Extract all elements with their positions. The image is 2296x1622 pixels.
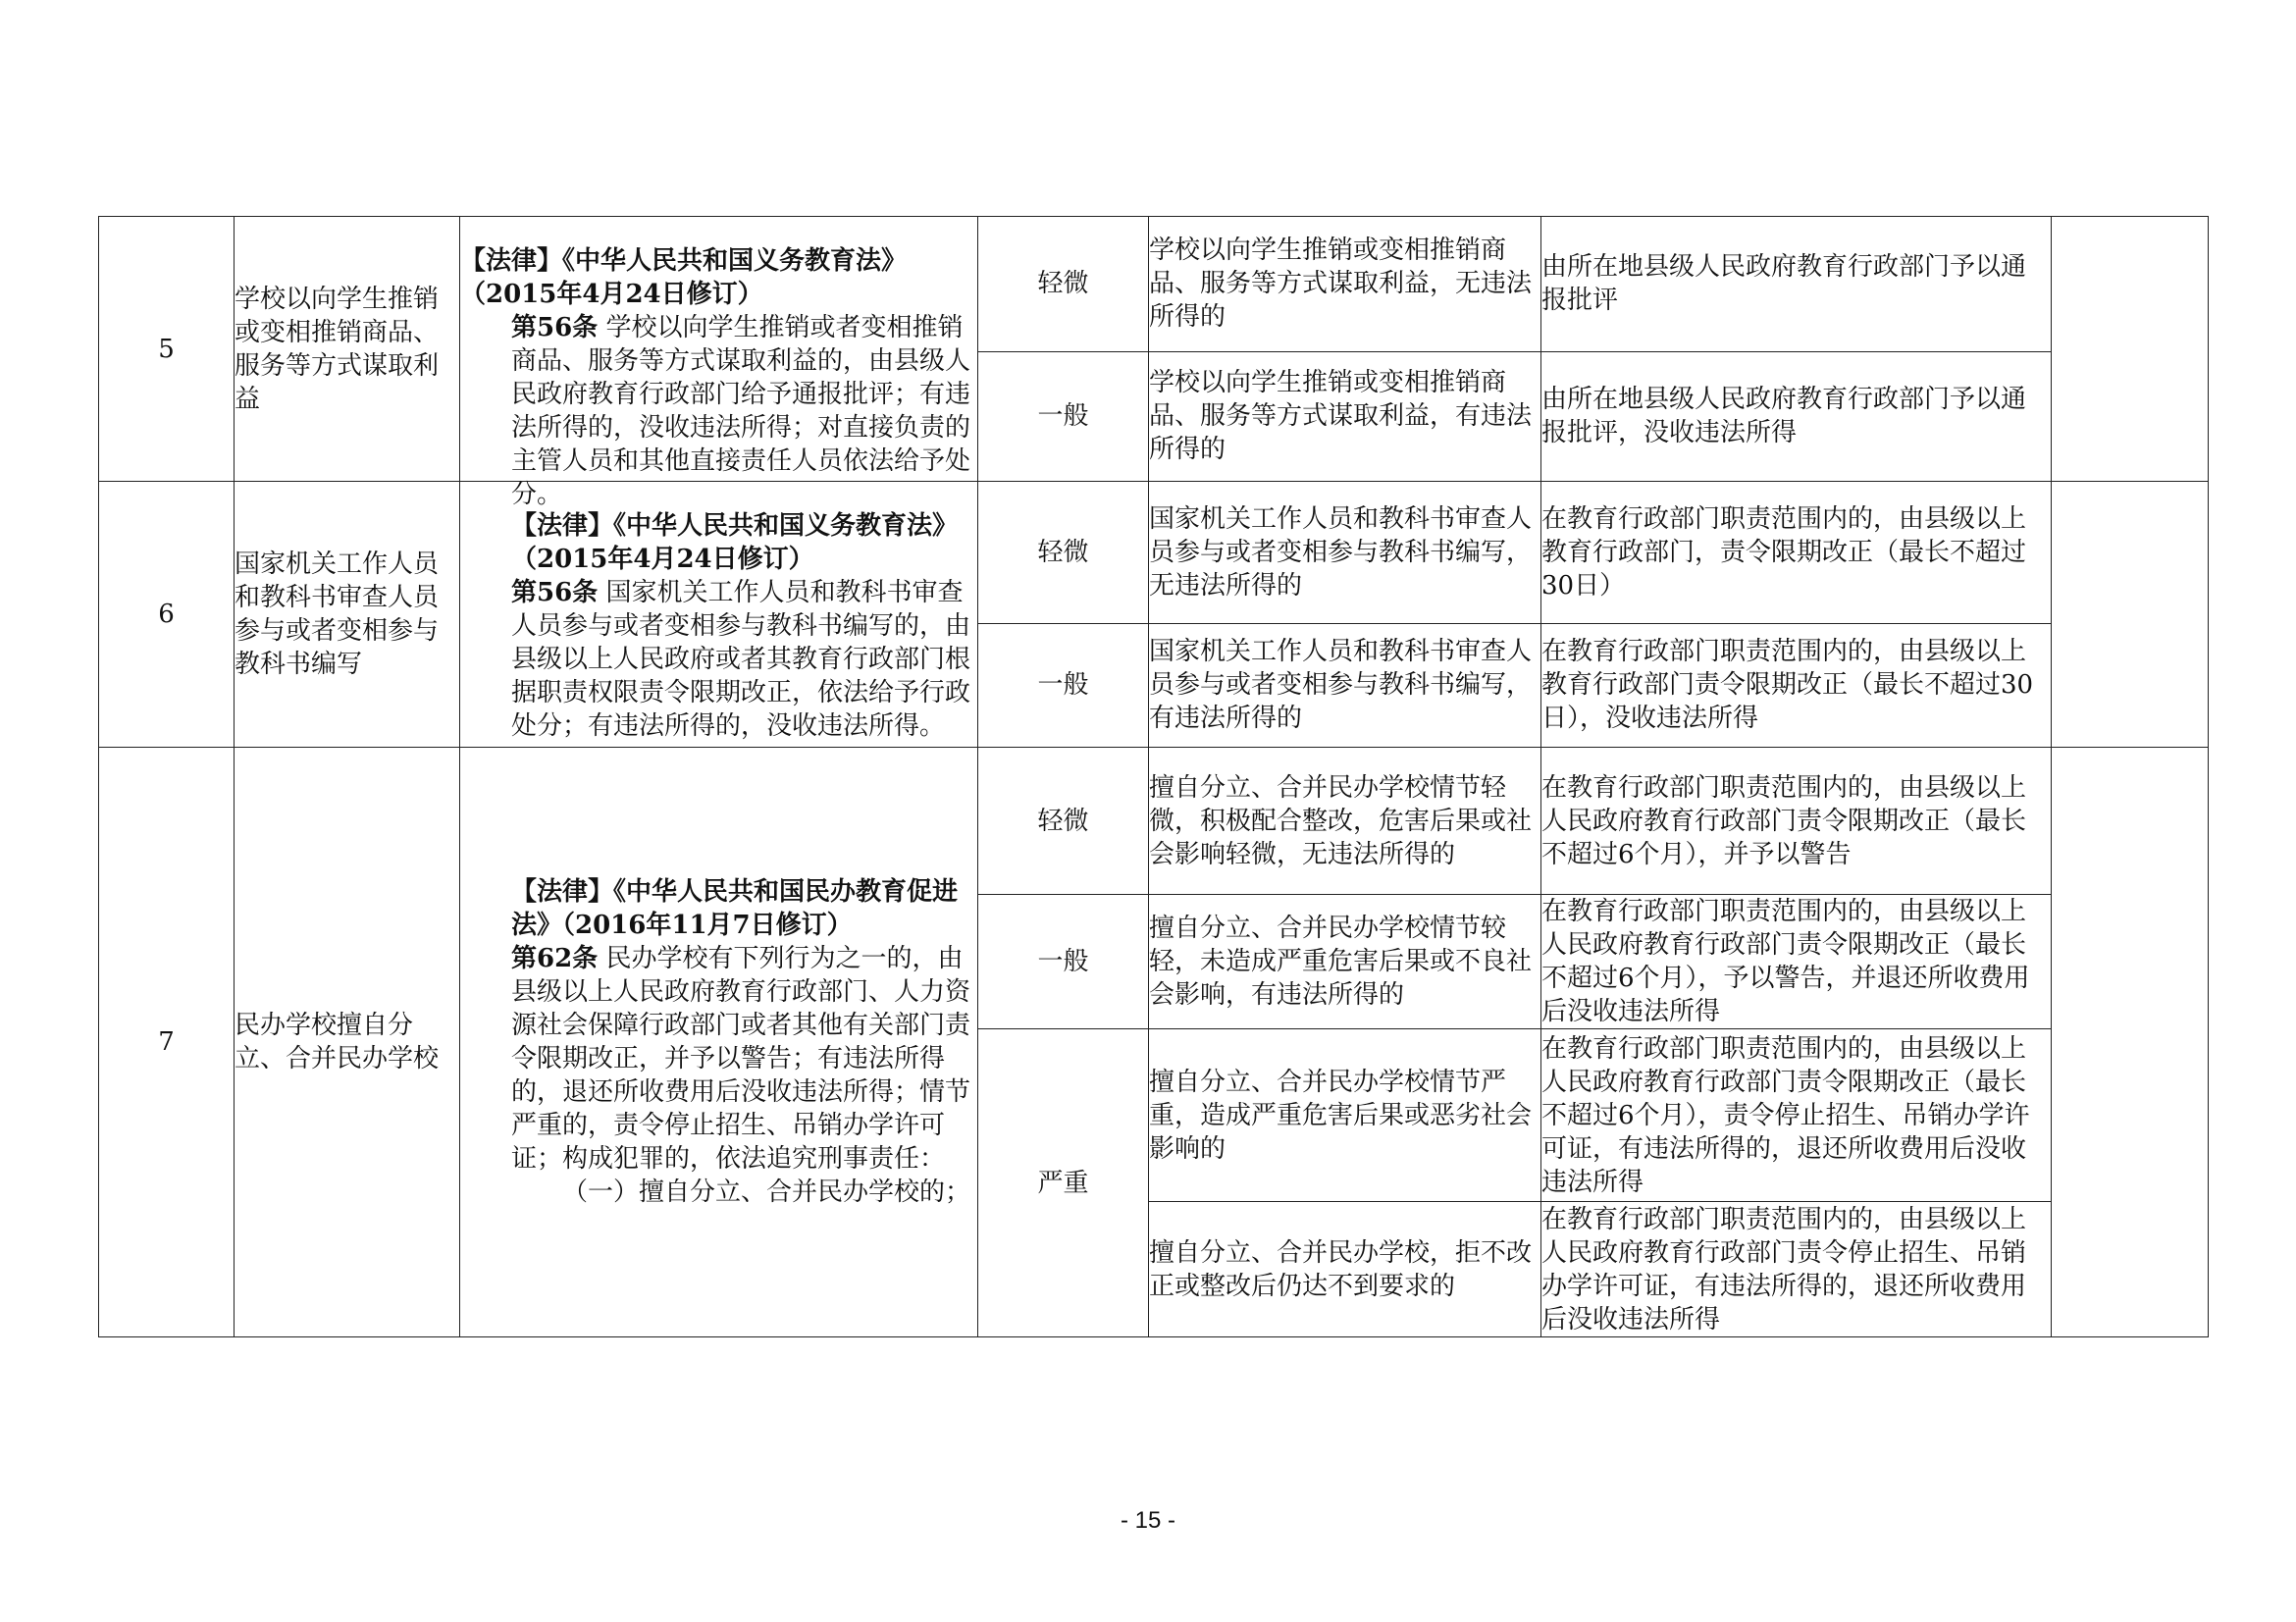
level-label: 轻微	[978, 748, 1149, 895]
condition-text: 学校以向学生推销或变相推销商品、服务等方式谋取利益，有违法所得的	[1149, 351, 1541, 482]
row-number: 7	[99, 748, 235, 1337]
legal-basis	[460, 217, 978, 509]
standard-text: 由所在地县级人民政府教育行政部门予以通报批评	[1541, 217, 2052, 352]
standard-text: 在教育行政部门职责范围内的，由县级以上人民政府教育行政部门责令限期改正（最长不超过6个月），予以警告，并退还所收费用后没收违法所得	[1541, 895, 2052, 1029]
article-text: 国家机关工作人员和教科书审查人员参与或者变相参与教科书编写的，由县级以上人民政府或者其教育行政部门根据职责权限责令限期改正，依法给予行政处分；有违法所得的，没收违法所得。	[511, 578, 971, 741]
violation-name: 国家机关工作人员和教科书审查人员参与或者变相参与教科书编写	[235, 482, 460, 748]
violation-name: 学校以向学生推销或变相推销商品、服务等方式谋取利益	[235, 217, 460, 482]
article-number: 第62条	[511, 944, 599, 973]
standard-text: 在教育行政部门职责范围内的，由县级以上人民政府教育行政部门责令限期改正（最长不超过6个月），并予以警告	[1541, 748, 2052, 895]
condition-text: 擅自分立、合并民办学校情节较轻，未造成严重危害后果或不良社会影响，有违法所得的	[1149, 895, 1541, 1029]
condition-text: 国家机关工作人员和教科书审查人员参与或者变相参与教科书编写，有违法所得的	[1149, 623, 1541, 747]
condition-text: 国家机关工作人员和教科书审查人员参与或者变相参与教科书编写，无违法所得的	[1149, 482, 1541, 624]
condition-text: 学校以向学生推销或变相推销商品、服务等方式谋取利益，无违法所得的	[1149, 217, 1541, 352]
level-label: 一般	[978, 623, 1149, 747]
legal-basis	[460, 482, 978, 748]
article-number: 第56条	[511, 578, 599, 607]
article-text: 学校以向学生推销或者变相推销商品、服务等方式谋取利益的，由县级人民政府教育行政部门给予通报批评；有违法所得的，没收违法所得；对直接负责的主管人员和其他直接责任人员依法给予处分。	[511, 313, 971, 509]
standard-text: 在教育行政部门职责范围内的，由县级以上人民政府教育行政部门责令停止招生、吊销办学许可证，有违法所得的，退还所收费用后没收违法所得	[1541, 1202, 2052, 1337]
law-title: 【法律】《中华人民共和国义务教育法》（2015年4月24日修订）	[460, 246, 908, 309]
remarks-cell	[2052, 217, 2209, 482]
page-number: - 15 -	[1120, 1507, 1175, 1534]
standard-text: 在教育行政部门职责范围内的，由县级以上人民政府教育行政部门责令限期改正（最长不超过6个月），责令停止招生、吊销办学许可证，有违法所得的，退还所收费用后没收违法所得	[1541, 1029, 2052, 1202]
legal-basis	[460, 748, 978, 1337]
remarks-cell	[2052, 482, 2209, 748]
level-label: 轻微	[978, 217, 1149, 352]
condition-text: 擅自分立、合并民办学校，拒不改正或整改后仍达不到要求的	[1149, 1202, 1541, 1337]
level-label: 一般	[978, 895, 1149, 1029]
remarks-cell	[2052, 748, 2209, 1337]
standard-text: 在教育行政部门职责范围内的，由县级以上教育行政部门，责令限期改正（最长不超过30日）	[1541, 482, 2052, 624]
article-item: （一）擅自分立、合并民办学校的；	[562, 1177, 971, 1207]
level-label: 严重	[978, 1029, 1149, 1337]
condition-text: 擅自分立、合并民办学校情节严重，造成严重危害后果或恶劣社会影响的	[1149, 1029, 1541, 1202]
row-number: 6	[99, 482, 235, 748]
row-number: 5	[99, 217, 235, 482]
violation-name: 民办学校擅自分立、合并民办学校	[235, 748, 460, 1337]
article-text: 民办学校有下列行为之一的，由县级以上人民政府教育行政部门、人力资源社会保障行政部门或者其他有关部门责令限期改正，并予以警告；有违法所得的，退还所收费用后没收违法所得；情节严重的，责令停止招生、吊销办学许可证；构成犯罪的，依法追究刑事责任：	[511, 944, 971, 1174]
article-number: 第56条	[511, 313, 599, 342]
level-label: 轻微	[978, 482, 1149, 624]
law-title: 【法律】《中华人民共和国民办教育促进法》（2016年11月7日修订）	[511, 877, 959, 940]
penalty-standards-table	[98, 216, 2209, 1337]
standard-text: 在教育行政部门职责范围内的，由县级以上教育行政部门责令限期改正（最长不超过30日），没收违法所得	[1541, 623, 2052, 747]
standard-text: 由所在地县级人民政府教育行政部门予以通报批评，没收违法所得	[1541, 351, 2052, 482]
law-title: 【法律】《中华人民共和国义务教育法》（2015年4月24日修订）	[511, 511, 959, 574]
level-label: 一般	[978, 351, 1149, 482]
table-row	[99, 482, 2209, 624]
table-row	[99, 748, 2209, 895]
table-row	[99, 217, 2209, 352]
condition-text: 擅自分立、合并民办学校情节轻微，积极配合整改，危害后果或社会影响轻微，无违法所得的	[1149, 748, 1541, 895]
